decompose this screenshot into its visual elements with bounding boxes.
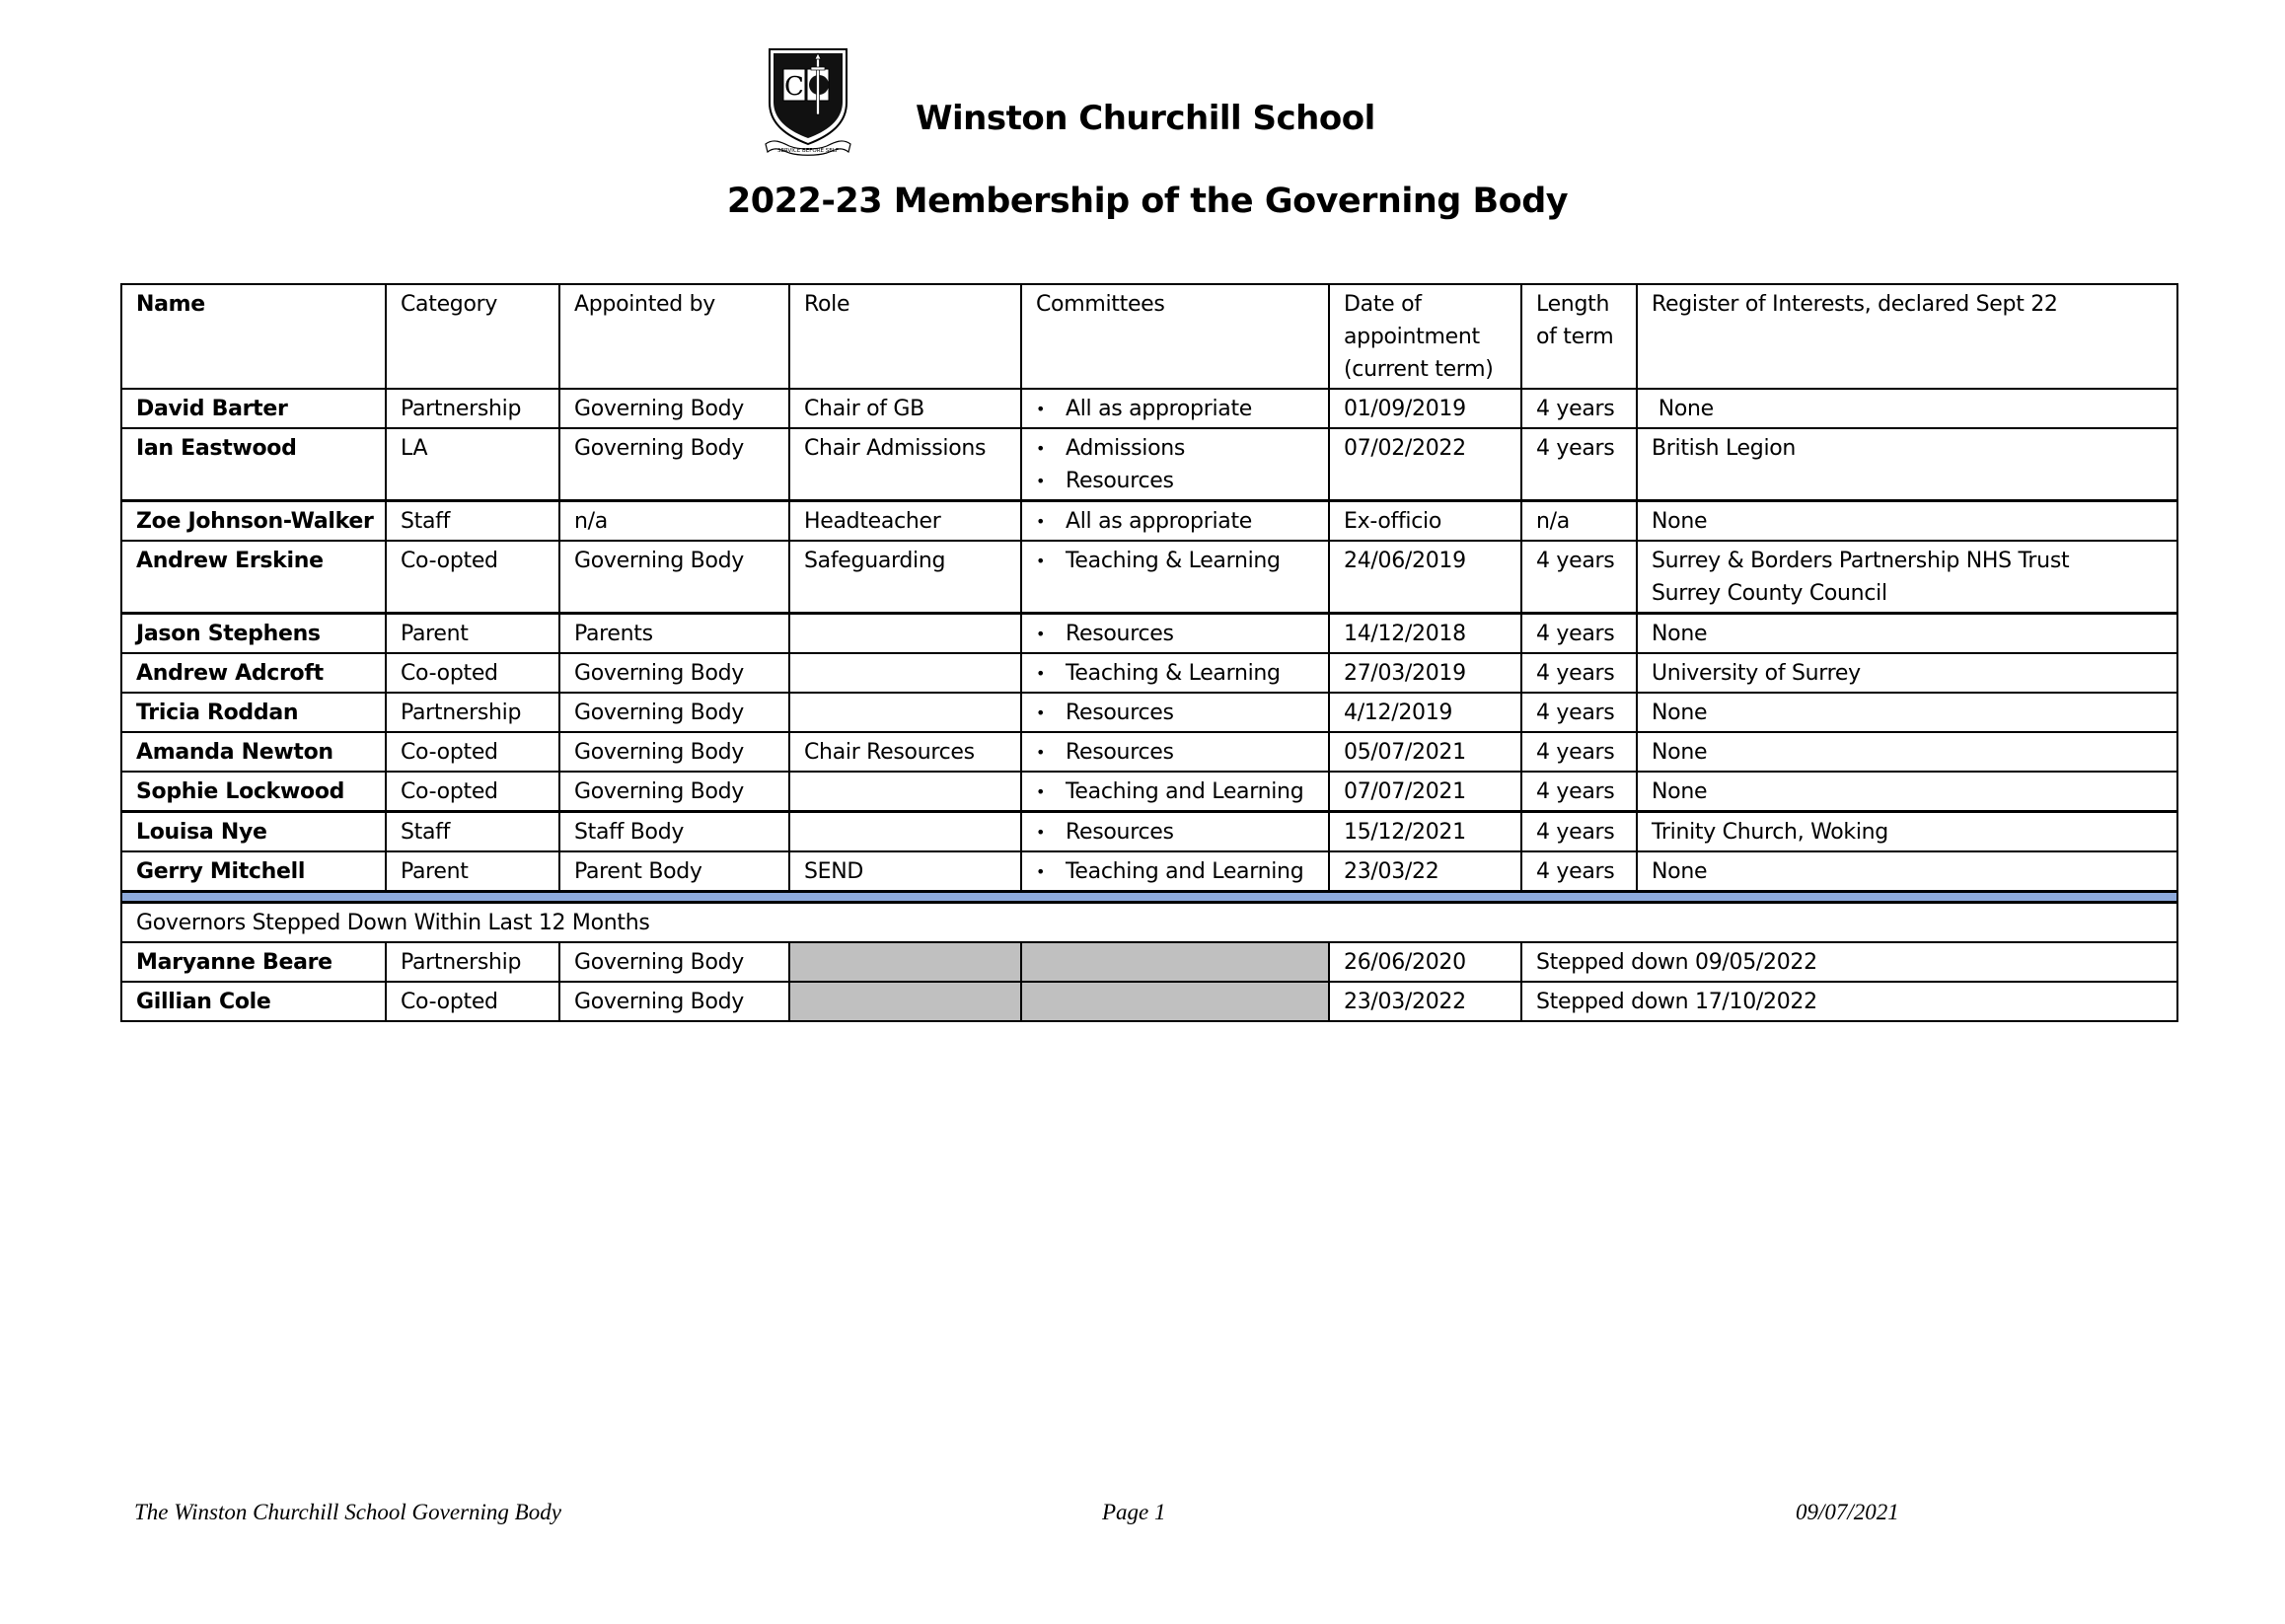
governor-name: Ian Eastwood <box>121 428 386 501</box>
committee-item: • Admissions <box>1036 432 1314 465</box>
governor-category: Co-opted <box>386 732 559 772</box>
committee-list <box>1036 505 1314 538</box>
governor-category: Staff <box>386 812 559 852</box>
committee-list <box>1036 855 1314 888</box>
governor-appointment-date: Ex-officio <box>1329 501 1521 542</box>
table-row <box>121 501 2177 542</box>
table-row <box>121 812 2177 852</box>
governor-appointed-by: Governing Body <box>559 772 789 812</box>
governor-appointment-date: 15/12/2021 <box>1329 812 1521 852</box>
table-row <box>121 428 2177 501</box>
footer-left: The Winston Churchill School Governing Body <box>134 1500 561 1524</box>
governor-appointed-by: Governing Body <box>559 389 789 428</box>
column-header-category: Category <box>386 284 559 389</box>
committee-item: • Teaching & Learning <box>1036 657 1314 690</box>
committee-item: • Resources <box>1036 697 1314 729</box>
table-row <box>121 541 2177 614</box>
column-header-committees: Committees <box>1021 284 1329 389</box>
column-header-name: Name <box>121 284 386 389</box>
governor-category: Partnership <box>386 389 559 428</box>
governor-category: Co-opted <box>386 541 559 614</box>
governor-interests <box>1637 501 2177 542</box>
governor-name: Zoe Johnson-Walker <box>121 501 386 542</box>
document-title: 2022-23 Membership of the Governing Body <box>726 182 1569 221</box>
governor-term-length: 4 years <box>1521 851 1637 892</box>
table-row <box>121 653 2177 693</box>
governor-category: Co-opted <box>386 772 559 812</box>
governor-name: Tricia Roddan <box>121 693 386 732</box>
governor-category: Partnership <box>386 693 559 732</box>
governor-appointed-by: Governing Body <box>559 942 789 982</box>
committee-list <box>1036 775 1314 808</box>
governor-interests <box>1637 541 2177 614</box>
governor-appointed-by: Governing Body <box>559 428 789 501</box>
governor-role <box>789 653 1021 693</box>
committee-list <box>1036 432 1314 497</box>
governor-appointment-date: 24/06/2019 <box>1329 541 1521 614</box>
governor-role: Headteacher <box>789 501 1021 542</box>
governor-role: Safeguarding <box>789 541 1021 614</box>
governor-appointed-by: Governing Body <box>559 732 789 772</box>
governor-name: Andrew Adcroft <box>121 653 386 693</box>
greyed-committees-cell <box>1021 942 1329 982</box>
governor-committees <box>1021 541 1329 614</box>
footer-date: 09/07/2021 <box>1796 1500 1899 1524</box>
stepped-down-row <box>121 942 2177 982</box>
governor-appointed-by: n/a <box>559 501 789 542</box>
governor-name: Maryanne Beare <box>121 942 386 982</box>
governor-appointment-date: 26/06/2020 <box>1329 942 1521 982</box>
committee-list <box>1036 545 1314 577</box>
header-line: Date of <box>1344 292 1422 317</box>
governor-appointment-date: 07/02/2022 <box>1329 428 1521 501</box>
governor-name: Gillian Cole <box>121 982 386 1021</box>
governor-committees <box>1021 614 1329 654</box>
stepped-down-heading: Governors Stepped Down Within Last 12 Months <box>121 903 2177 943</box>
interest-item: None <box>1652 779 1708 804</box>
committee-item: • Teaching & Learning <box>1036 545 1314 577</box>
governor-appointment-date: 4/12/2019 <box>1329 693 1521 732</box>
table-row <box>121 614 2177 654</box>
svg-text:C: C <box>784 72 804 102</box>
governor-term-length: 4 years <box>1521 812 1637 852</box>
governor-role <box>789 772 1021 812</box>
governor-category: Staff <box>386 501 559 542</box>
governor-role: Chair Admissions <box>789 428 1021 501</box>
committee-item: • Resources <box>1036 618 1314 650</box>
interest-item: None <box>1652 701 1708 725</box>
column-header-appointed-by: Appointed by <box>559 284 789 389</box>
governor-appointment-date: 05/07/2021 <box>1329 732 1521 772</box>
header-line: (current term) <box>1344 357 1494 382</box>
section-separator <box>121 892 2177 903</box>
governor-committees <box>1021 389 1329 428</box>
column-header-length-of-term <box>1521 284 1637 389</box>
governor-role <box>789 693 1021 732</box>
governor-category: Partnership <box>386 942 559 982</box>
table-row <box>121 389 2177 428</box>
header-line: of term <box>1536 325 1614 349</box>
governor-category: Co-opted <box>386 982 559 1021</box>
governor-term-length: 4 years <box>1521 693 1637 732</box>
governor-name: David Barter <box>121 389 386 428</box>
governor-role: Chair Resources <box>789 732 1021 772</box>
governor-committees <box>1021 772 1329 812</box>
governor-name: Louisa Nye <box>121 812 386 852</box>
governor-appointed-by: Governing Body <box>559 693 789 732</box>
governor-appointed-by: Governing Body <box>559 541 789 614</box>
governor-category: LA <box>386 428 559 501</box>
governor-appointment-date: 14/12/2018 <box>1329 614 1521 654</box>
interest-item: None <box>1652 397 1714 421</box>
governor-name: Gerry Mitchell <box>121 851 386 892</box>
stepped-down-heading-row <box>121 903 2177 943</box>
interest-item: Surrey County Council <box>1652 581 1887 606</box>
interest-item: Trinity Church, Woking <box>1652 820 1888 845</box>
header-line: appointment <box>1344 325 1480 349</box>
committee-list <box>1036 736 1314 769</box>
interest-item: British Legion <box>1652 436 1797 461</box>
governor-name: Jason Stephens <box>121 614 386 654</box>
governor-appointment-date: 27/03/2019 <box>1329 653 1521 693</box>
governor-appointment-date: 01/09/2019 <box>1329 389 1521 428</box>
table-row <box>121 732 2177 772</box>
governor-term-length: 4 years <box>1521 614 1637 654</box>
governor-category: Co-opted <box>386 653 559 693</box>
svg-text:SERVICE BEFORE SELF: SERVICE BEFORE SELF <box>777 148 839 154</box>
committee-item: • Teaching and Learning <box>1036 855 1314 888</box>
interest-item: None <box>1652 859 1708 884</box>
governor-appointed-by: Parents <box>559 614 789 654</box>
table-row <box>121 851 2177 892</box>
governor-term-length: 4 years <box>1521 389 1637 428</box>
column-header-register-of-interests: Register of Interests, declared Sept 22 <box>1637 284 2177 389</box>
committee-list <box>1036 697 1314 729</box>
governor-committees <box>1021 501 1329 542</box>
committee-list <box>1036 618 1314 650</box>
committee-item: • All as appropriate <box>1036 505 1314 538</box>
governor-appointed-by: Staff Body <box>559 812 789 852</box>
governor-term-length: 4 years <box>1521 732 1637 772</box>
interest-item: Surrey & Borders Partnership NHS Trust <box>1652 549 2070 573</box>
committee-list <box>1036 657 1314 690</box>
governor-name: Andrew Erskine <box>121 541 386 614</box>
governor-interests <box>1637 812 2177 852</box>
separator-band <box>121 892 2177 903</box>
governor-interests <box>1637 772 2177 812</box>
interest-item: None <box>1652 622 1708 646</box>
governor-appointment-date: 07/07/2021 <box>1329 772 1521 812</box>
governor-appointment-date: 23/03/22 <box>1329 851 1521 892</box>
governor-committees <box>1021 812 1329 852</box>
committee-item: • Resources <box>1036 816 1314 849</box>
governor-interests <box>1637 693 2177 732</box>
governor-interests <box>1637 653 2177 693</box>
committee-list <box>1036 816 1314 849</box>
committee-item: • All as appropriate <box>1036 393 1314 425</box>
governor-term-length: 4 years <box>1521 541 1637 614</box>
governor-committees <box>1021 428 1329 501</box>
governor-role <box>789 812 1021 852</box>
governor-appointed-by: Parent Body <box>559 851 789 892</box>
governor-committees <box>1021 653 1329 693</box>
interest-item: University of Surrey <box>1652 661 1861 686</box>
school-name: Winston Churchill School <box>916 99 1375 138</box>
governor-appointed-by: Governing Body <box>559 653 789 693</box>
committee-list <box>1036 393 1314 425</box>
governor-interests <box>1637 428 2177 501</box>
governor-appointed-by: Governing Body <box>559 982 789 1021</box>
governor-name: Amanda Newton <box>121 732 386 772</box>
governor-role <box>789 614 1021 654</box>
governor-interests <box>1637 732 2177 772</box>
committee-item: • Resources <box>1036 465 1314 497</box>
governor-term-length: n/a <box>1521 501 1637 542</box>
committee-item: • Resources <box>1036 736 1314 769</box>
governor-term-length: 4 years <box>1521 653 1637 693</box>
interest-item: None <box>1652 740 1708 765</box>
governor-appointment-date: 23/03/2022 <box>1329 982 1521 1021</box>
greyed-role-cell <box>789 982 1021 1021</box>
governor-category: Parent <box>386 614 559 654</box>
governor-interests <box>1637 851 2177 892</box>
governing-body-table <box>120 283 2178 1022</box>
column-header-date-of-appointment <box>1329 284 1521 389</box>
governor-name: Sophie Lockwood <box>121 772 386 812</box>
governor-interests <box>1637 614 2177 654</box>
governor-committees <box>1021 851 1329 892</box>
school-crest-icon <box>764 47 852 158</box>
stepped-down-status: Stepped down 09/05/2022 <box>1521 942 2177 982</box>
stepped-down-row <box>121 982 2177 1021</box>
greyed-role-cell <box>789 942 1021 982</box>
committee-item: • Teaching and Learning <box>1036 775 1314 808</box>
interest-item: None <box>1652 509 1708 534</box>
governor-category: Parent <box>386 851 559 892</box>
stepped-down-status: Stepped down 17/10/2022 <box>1521 982 2177 1021</box>
table-header-row <box>121 284 2177 389</box>
governor-role: SEND <box>789 851 1021 892</box>
table-row <box>121 693 2177 732</box>
governor-interests <box>1637 389 2177 428</box>
governor-committees <box>1021 732 1329 772</box>
column-header-role: Role <box>789 284 1021 389</box>
governor-term-length: 4 years <box>1521 428 1637 501</box>
header-line: Length <box>1536 292 1610 317</box>
greyed-committees-cell <box>1021 982 1329 1021</box>
governor-committees <box>1021 693 1329 732</box>
governor-role: Chair of GB <box>789 389 1021 428</box>
table-row <box>121 772 2177 812</box>
governor-term-length: 4 years <box>1521 772 1637 812</box>
footer-page-number: Page 1 <box>1102 1500 1166 1524</box>
